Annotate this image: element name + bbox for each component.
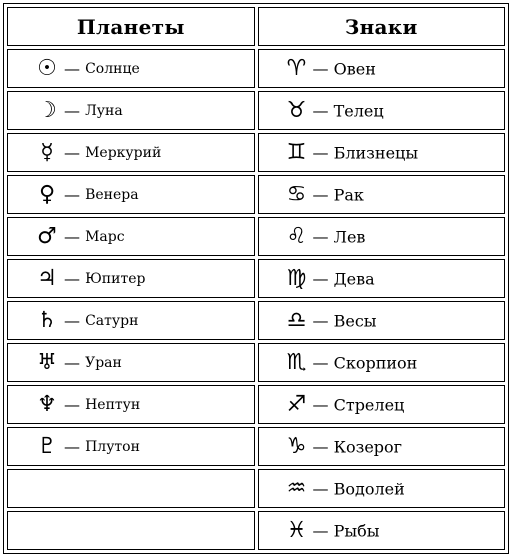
empty-planet-cell <box>7 469 255 508</box>
dash-separator: — <box>64 311 80 330</box>
dash-separator: — <box>312 185 329 204</box>
dash-separator: — <box>64 227 80 246</box>
planet-cell <box>7 175 255 214</box>
gemini-icon: ♊ <box>286 139 307 165</box>
sign-name: Водолей <box>333 479 405 498</box>
mercury-icon: ☿ <box>40 139 54 165</box>
sign-cell <box>258 301 506 340</box>
planet-name: Нептун <box>85 396 141 413</box>
sign-name: Стрелец <box>333 395 405 414</box>
sun-icon: ☉ <box>37 55 57 81</box>
dash-separator: — <box>312 143 329 162</box>
sign-name: Овен <box>333 59 376 78</box>
neptune-icon: ♆ <box>37 391 57 417</box>
table-row <box>7 133 505 172</box>
sign-name: Близнецы <box>333 143 419 162</box>
dash-separator: — <box>312 269 329 288</box>
sign-cell <box>258 175 506 214</box>
planet-name: Венера <box>85 186 139 203</box>
table-body <box>7 49 505 550</box>
table-row <box>7 175 505 214</box>
dash-separator: — <box>64 185 80 204</box>
venus-icon: ♀ <box>38 181 56 207</box>
sign-name: Скорпион <box>333 353 418 372</box>
sign-name: Козерог <box>333 437 403 456</box>
planet-name: Луна <box>85 102 123 119</box>
sign-cell <box>258 385 506 424</box>
planet-cell <box>7 343 255 382</box>
sign-name: Дева <box>333 269 375 288</box>
mars-icon: ♂ <box>37 223 57 249</box>
sign-cell <box>258 49 506 88</box>
planet-cell <box>7 427 255 466</box>
planet-name: Меркурий <box>85 144 162 161</box>
planet-cell <box>7 49 255 88</box>
uranus-icon: ♅ <box>37 349 57 375</box>
table-row <box>7 91 505 130</box>
table-row <box>7 217 505 256</box>
table-row <box>7 343 505 382</box>
planet-cell <box>7 301 255 340</box>
table-row <box>7 469 505 508</box>
leo-icon: ♌ <box>286 223 307 249</box>
sign-cell <box>258 511 506 550</box>
sign-cell <box>258 469 506 508</box>
dash-separator: — <box>312 395 329 414</box>
libra-icon: ♎ <box>286 307 307 333</box>
symbols-table <box>4 4 508 553</box>
aquarius-icon: ♒ <box>286 475 307 501</box>
sign-name: Весы <box>333 311 377 330</box>
sign-cell <box>258 217 506 256</box>
header-row <box>7 7 505 46</box>
cancer-icon: ♋ <box>286 181 307 207</box>
signs-column-header: Знаки <box>258 7 506 46</box>
planet-name: Плутон <box>85 438 140 455</box>
dash-separator: — <box>64 101 80 120</box>
dash-separator: — <box>312 227 329 246</box>
planet-name: Юпитер <box>85 270 146 287</box>
planet-cell <box>7 217 255 256</box>
sign-cell <box>258 343 506 382</box>
planet-cell <box>7 385 255 424</box>
sign-cell <box>258 427 506 466</box>
saturn-icon: ♄ <box>37 307 57 333</box>
planet-name: Марс <box>85 228 125 245</box>
table-row <box>7 259 505 298</box>
jupiter-icon: ♃ <box>37 265 57 291</box>
planet-cell <box>7 133 255 172</box>
planet-name: Уран <box>85 354 122 371</box>
sign-cell <box>258 133 506 172</box>
table-row <box>7 301 505 340</box>
taurus-icon: ♉ <box>286 97 307 123</box>
aries-icon: ♈ <box>286 55 307 81</box>
dash-separator: — <box>64 395 80 414</box>
sign-name: Телец <box>333 101 384 120</box>
dash-separator: — <box>64 353 80 372</box>
planet-cell <box>7 91 255 130</box>
pluto-icon: ♇ <box>37 433 57 459</box>
dash-separator: — <box>312 59 329 78</box>
dash-separator: — <box>312 311 329 330</box>
planet-name: Солнце <box>85 60 140 77</box>
dash-separator: — <box>312 437 329 456</box>
sign-cell <box>258 259 506 298</box>
dash-separator: — <box>64 59 80 78</box>
table-row <box>7 49 505 88</box>
sign-cell <box>258 91 506 130</box>
empty-planet-cell <box>7 511 255 550</box>
dash-separator: — <box>64 437 80 456</box>
dash-separator: — <box>64 269 80 288</box>
sign-name: Рыбы <box>333 521 380 540</box>
astrology-symbols-sheet <box>3 3 509 554</box>
planets-column-header: Планеты <box>7 7 255 46</box>
capricorn-icon: ♑ <box>286 433 307 459</box>
moon-icon: ☽ <box>37 97 57 123</box>
dash-separator: — <box>312 521 329 540</box>
sign-name: Рак <box>333 185 364 204</box>
pisces-icon: ♓ <box>286 517 307 543</box>
sagittarius-icon: ♐ <box>286 391 307 417</box>
scorpio-icon: ♏ <box>286 349 307 375</box>
table-row <box>7 427 505 466</box>
planet-cell <box>7 259 255 298</box>
planet-name: Сатурн <box>85 312 139 329</box>
table-row <box>7 385 505 424</box>
table-row <box>7 511 505 550</box>
sign-name: Лев <box>333 227 366 246</box>
dash-separator: — <box>312 353 329 372</box>
dash-separator: — <box>312 101 329 120</box>
virgo-icon: ♍ <box>286 265 307 291</box>
dash-separator: — <box>64 143 80 162</box>
dash-separator: — <box>312 479 329 498</box>
